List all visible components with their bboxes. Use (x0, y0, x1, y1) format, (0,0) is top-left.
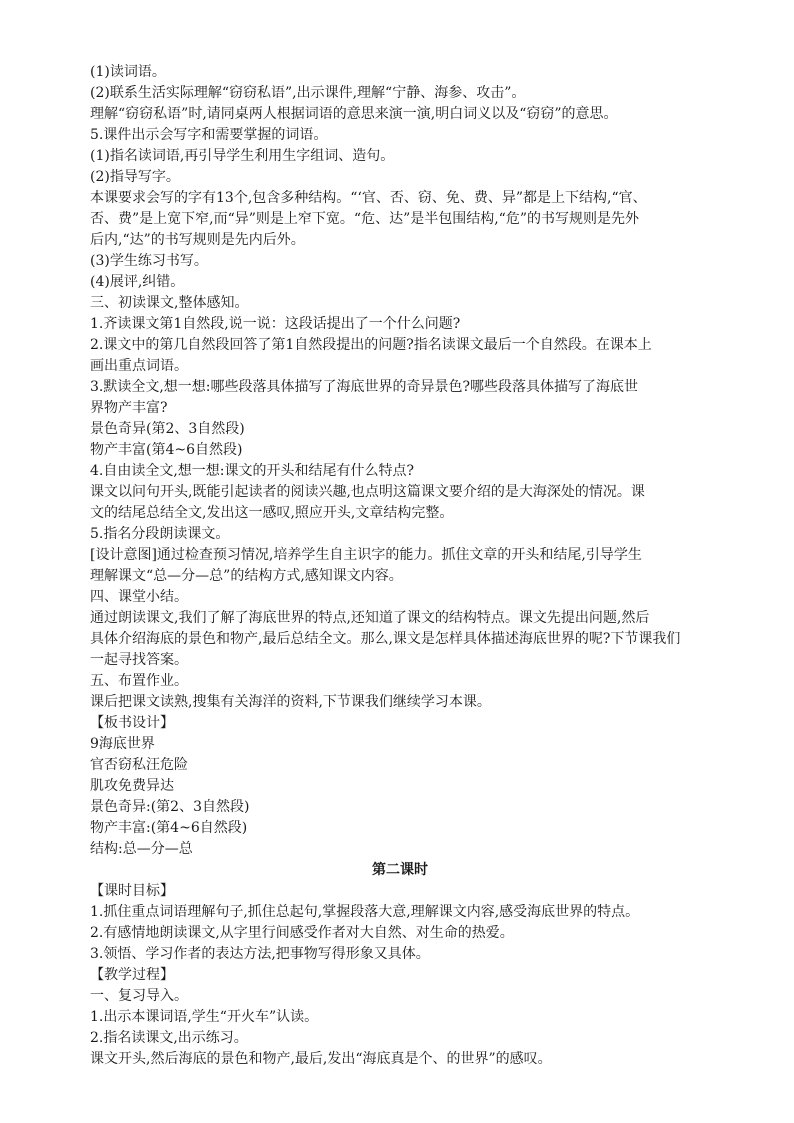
text-line: (4)展评,纠错。 (90, 274, 185, 290)
section-heading: 三、初读课文,整体感知。 (90, 295, 249, 311)
text-line: 本课要求会写的字有13个,包含多种结构。“‘官、否、窃、免、费、异”都是上下结构,“官、 (90, 190, 647, 206)
text-line: (1)指名读词语,再引导学生利用生字组词、造句。 (90, 148, 395, 164)
text-line: 3.领悟、学习作者的表达方法,把事物写得形象又具体。 (90, 946, 430, 962)
text-line: 物产丰富:(第4~6自然段) (90, 820, 248, 836)
lesson-title: 第二课时 (372, 862, 428, 878)
text-line: 2.有感情地朗读课文,从字里行间感受作者对大自然、对生命的热爱。 (90, 925, 514, 941)
objectives-heading: 【课时目标】 (90, 883, 174, 899)
board-design-heading: 【板书设计】 (90, 715, 174, 731)
text-line: 物产丰富(第4~6自然段) (90, 442, 243, 458)
process-heading: 【教学过程】 (90, 967, 174, 983)
text-line: (2)联系生活实际理解“窃窃私语”,出示课件,理解“宁静、海参、攻击”。 (90, 85, 526, 101)
text-line: 2.课文中的第几自然段回答了第1自然段提出的问题?指名读课文最后一个自然段。在课本上 (90, 337, 652, 353)
section-heading: 一、复习导入。 (90, 988, 188, 1004)
text-line: 5.课件出示会写字和需要掌握的词语。 (90, 127, 328, 143)
text-line: [设计意图]通过检查预习情况,培养学生自主识字的能力。抓住文章的开头和结尾,引导学生 (90, 547, 642, 563)
text-line: 2.指名读课文,出示练习。 (90, 1030, 248, 1046)
text-line: 画出重点词语。 (90, 358, 188, 374)
text-line: 3.默读全文,想一想:哪些段落具体描写了海底世界的奇异景色?哪些段落具体描写了海底世 (90, 379, 639, 395)
section-heading: 四、课堂小结。 (90, 589, 188, 605)
text-line: 官否窃私汪危险 (90, 757, 188, 773)
text-line: 一起寻找答案。 (90, 652, 188, 668)
text-line: 1.出示本课词语,学生“开火车”认读。 (90, 1009, 319, 1025)
text-line: 通过朗读课文,我们了解了海底世界的特点,还知道了课文的结构特点。课文先提出问题,然后 (90, 610, 650, 626)
section-heading: 五、布置作业。 (90, 673, 188, 689)
text-line: 课文以问句开头,既能引起读者的阅读兴趣,也点明这篇课文要介绍的是大海深处的情况。课 (90, 484, 645, 500)
text-line: 界物产丰富? (90, 400, 168, 416)
text-line: 具体介绍海底的景色和物产,最后总结全文。那么,课文是怎样具体描述海底世界的呢?下节课我们 (90, 631, 681, 647)
text-line: 理解课文“总—分—总”的结构方式,感知课文内容。 (90, 568, 403, 584)
text-line: 景色奇异(第2、3自然段) (90, 421, 245, 437)
text-line: 景色奇异:(第2、3自然段) (90, 799, 250, 815)
text-line: 肌攻免费异达 (90, 778, 174, 794)
text-line: 5.指名分段朗读课文。 (90, 526, 230, 542)
text-line: 后内,“达”的书写规则是先内后外。 (90, 232, 305, 248)
text-line: 结构:总—分—总 (90, 841, 193, 857)
text-line: 9海底世界 (90, 736, 155, 752)
text-line: 1.抓住重点词语理解句子,抓住总起句,掌握段落大意,理解课文内容,感受海底世界的特点。 (90, 904, 640, 920)
text-line: 1.齐读课文第1自然段,说一说：这段话提出了一个什么问题? (90, 316, 461, 332)
text-line: 理解“窃窃私语”时,请同桌两人根据词语的意思来演一演,明白词义以及“窃窃”的意思。 (90, 106, 618, 122)
text-line: 课后把课文读熟,搜集有关海洋的资料,下节课我们继续学习本课。 (90, 694, 491, 710)
text-line: (1)读词语。 (90, 64, 166, 80)
text-line: (2)指导写字。 (90, 169, 180, 185)
text-line: 否、费”是上宽下窄,而“异”则是上窄下宽。“危、达”是半包围结构,“危”的书写规则是先外 (90, 211, 639, 227)
text-line: 课文开头,然后海底的景色和物产,最后,发出“海底真是个、的世界”的感叹。 (90, 1051, 552, 1067)
text-line: 文的结尾总结全文,发出这一感叹,照应开头,文章结构完整。 (90, 505, 454, 521)
text-line: (3)学生练习书写。 (90, 253, 208, 269)
text-line: 4.自由读全文,想一想:课文的开头和结尾有什么特点? (90, 463, 415, 479)
